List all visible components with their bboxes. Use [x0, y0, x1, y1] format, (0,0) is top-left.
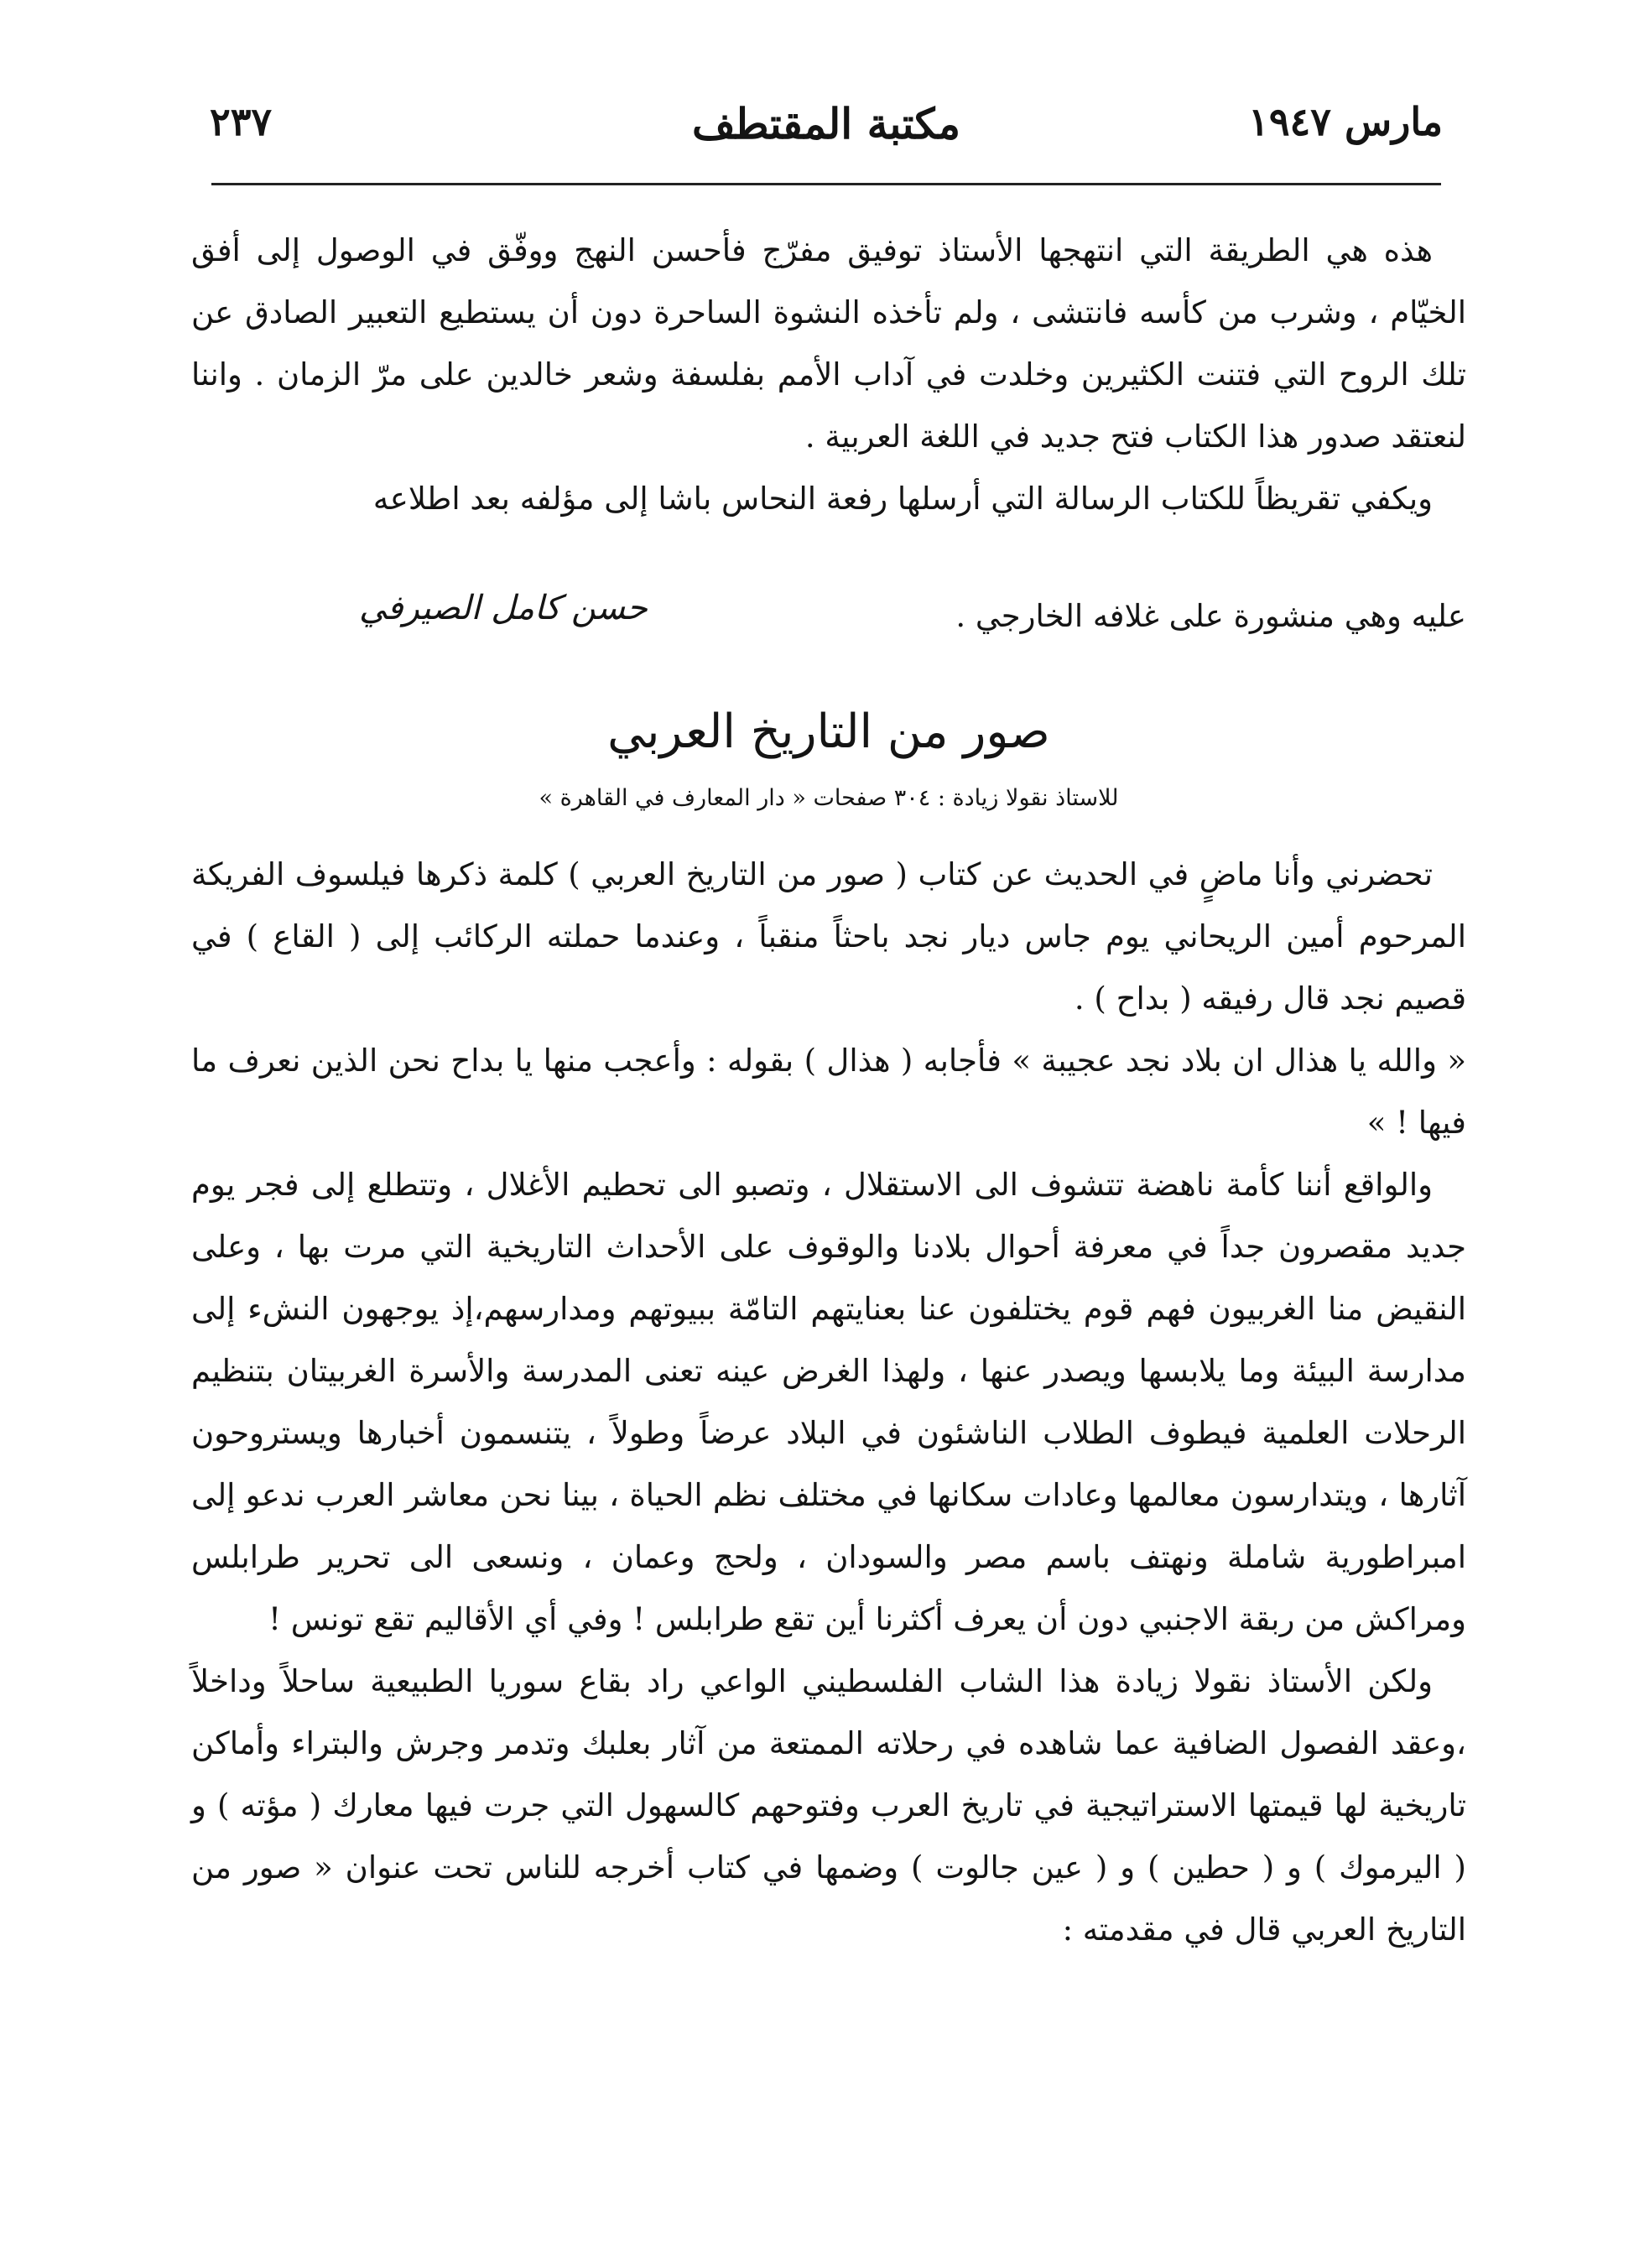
review-2-paragraph: تحضرني وأنا ماضٍ في الحديث عن كتاب ( صور من التاريخ العربي ) كلمة ذكرها فيلسوف الفريكة المرحوم أمين الريحاني يوم جاس ديار نجد باحثاً منقباً ، وعندما حملته الركائب إلى ( القاع ) في قصيم نجد قال رفيقه ( بداح ) .	[191, 856, 1466, 1017]
running-header	[210, 99, 1443, 166]
review-1-closing-text: عليه وهي منشورة على غلافه الخارجي .	[955, 598, 1466, 634]
page-number: ٢٣٧	[210, 99, 273, 144]
review-1-paragraph: ويكفي تقريظاً للكتاب الرسالة التي أرسلها رفعة النحاس باشا إلى مؤلفه بعد اطلاعه	[372, 481, 1433, 517]
review-2-subtitle: للاستاذ نقولا زيادة : ٣٠٤ صفحات « دار المعارف في القاهرة »	[539, 785, 1119, 811]
review-2-paragraph: والواقع أننا كأمة ناهضة تتشوف الى الاستقلال ، وتصبو الى تحطيم الأغلال ، وتتطلع إلى فجر يوم جديد مقصرون جداً في معرفة أحوال بلادنا والوقوف على الأحداث التاريخية التي مرت بها ، وعلى النقيض منا الغربيون فهم قوم يختلفون عنا بعنايتهم التامّة ببيوتهم ومدارسهم،إذ يوجهون النشء إلى مدارسة البيئة وما يلابسها ويصدر عنها ، ولهذا الغرض عينه تعنى المدرسة والأسرة الغربيتان بتنظيم الرحلات العلمية فيطوف الطلاب الناشئون في البلاد عرضاً وطولاً ، يتنسمون أخبارها ويستروحون آثارها ، ويتدارسون معالمها وعادات سكانها في مختلف نظم الحياة ، بينا نحن معاشر العرب ندعو إلى امبراطورية شاملة ونهتف باسم مصر والسودان ، ولحج وعمان ، ونسعى الى تحرير طرابلس ومراكش من ربقة الاجنبي دون أن يعرف أكثرنا أين تقع طرابلس ! وفي أي الأقاليم تقع تونس !	[191, 1167, 1466, 1637]
review-1-closing	[191, 585, 1466, 653]
review-2-body	[191, 844, 1466, 1961]
header-date: مارس ١٩٤٧	[1248, 99, 1443, 144]
reviewer-signature: حسن كامل الصيرفي	[359, 589, 648, 627]
review-1-body	[191, 220, 1466, 530]
review-2-paragraph: « والله يا هذال ان بلاد نجد عجيبة » فأجابه ( هذال ) بقوله : وأعجب منها يا بداح نحن الذين نعرف ما فيها ! »	[191, 1043, 1466, 1141]
header-section-title: مكتبة المقتطف	[692, 99, 960, 148]
review-1-paragraph: هذه هي الطريقة التي انتهجها الأستاذ توفيق مفرّج فأحسن النهج ووفّق في الوصول إلى أفق الخيّام ، وشرب من كأسه فانتشى ، ولم تأخذه النشوة الساحرة دون أن يستطيع التعبير الصادق عن تلك الروح التي فتنت الكثيرين وخلدت في آداب الأمم بفلسفة وشعر خالدين على مرّ الزمان . واننا لنعتقد صدور هذا الكتاب فتح جديد في اللغة العربية .	[191, 232, 1466, 455]
review-2-title: صور من التاريخ العربي	[607, 705, 1050, 759]
review-2-paragraph: ولكن الأستاذ نقولا زيادة هذا الشاب الفلسطيني الواعي راد بقاع سوريا الطبيعية ساحلاً وداخلاً ،وعقد الفصول الضافية عما شاهده في رحلاته الممتعة من آثار بعلبك وتدمر وجرش والبتراء وأماكن تاريخية لها قيمتها الاستراتيجية في تاريخ العرب وفتوحهم كالسهول التي جرت فيها معارك ( مؤته ) و ( اليرموك ) و ( حطين ) و ( عين جالوت ) وضمها في كتاب أخرجه للناس تحت عنوان « صور من التاريخ العربي قال في مقدمته :	[191, 1663, 1466, 1948]
header-rule	[211, 183, 1441, 185]
